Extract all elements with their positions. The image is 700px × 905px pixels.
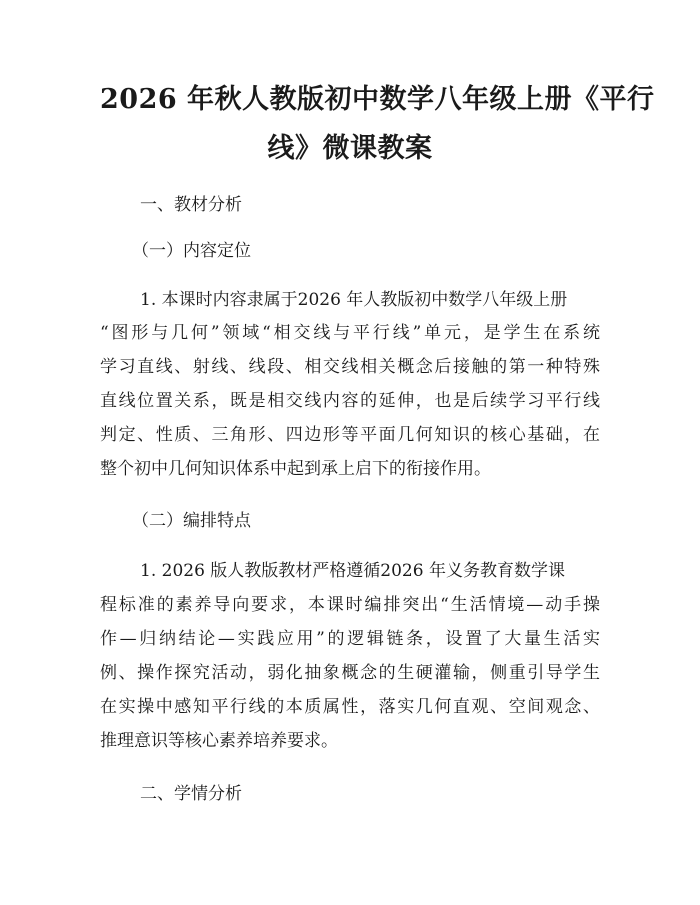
paragraph-2-line-4: 例、操作探究活动，弱化抽象概念的生硬灌输，侧重引导学生: [100, 663, 600, 683]
document-title-line-2: 线》微课教案: [267, 133, 433, 164]
paragraph-1-line-4: 直线位置关系，既是相交线内容的延伸，也是后续学习平行线: [100, 391, 600, 411]
paragraph-1-line-6: 整个初中几何知识体系中起到承上启下的衔接作用。: [100, 459, 491, 479]
section-heading-learner-analysis: 二、学情分析: [140, 784, 242, 804]
paragraph-1-line-1: 1. 本课时内容隶属于2026 年人教版初中数学八年级上册: [140, 290, 568, 310]
subsection-heading-content-positioning: （一）内容定位: [132, 241, 251, 261]
paragraph-2-line-6: 推理意识等核心素养培养要求。: [100, 731, 338, 751]
paragraph-2-line-2: 程标准的素养导向要求，本课时编排突出“生活情境—动手操: [100, 595, 600, 615]
paragraph-1-line-2: “图形与几何”领域“相交线与平行线”单元，是学生在系统: [100, 323, 600, 343]
paragraph-1-line-5: 判定、性质、三角形、四边形等平面几何知识的核心基础，在: [100, 425, 600, 445]
subsection-heading-arrangement-features: （二）编排特点: [132, 511, 251, 531]
document-title-line-1: 2026 年秋人教版初中数学八年级上册《平行: [100, 84, 655, 115]
paragraph-1-line-3: 学习直线、射线、线段、相交线相关概念后接触的第一种特殊: [100, 357, 600, 377]
paragraph-2-line-3: 作—归纳结论—实践应用”的逻辑链条，设置了大量生活实: [100, 629, 600, 649]
section-heading-textbook-analysis: 一、教材分析: [140, 195, 242, 215]
paragraph-2-line-1: 1. 2026 版人教版教材严格遵循2026 年义务教育数学课: [140, 561, 565, 581]
paragraph-2-line-5: 在实操中感知平行线的本质属性，落实几何直观、空间观念、: [100, 697, 600, 717]
